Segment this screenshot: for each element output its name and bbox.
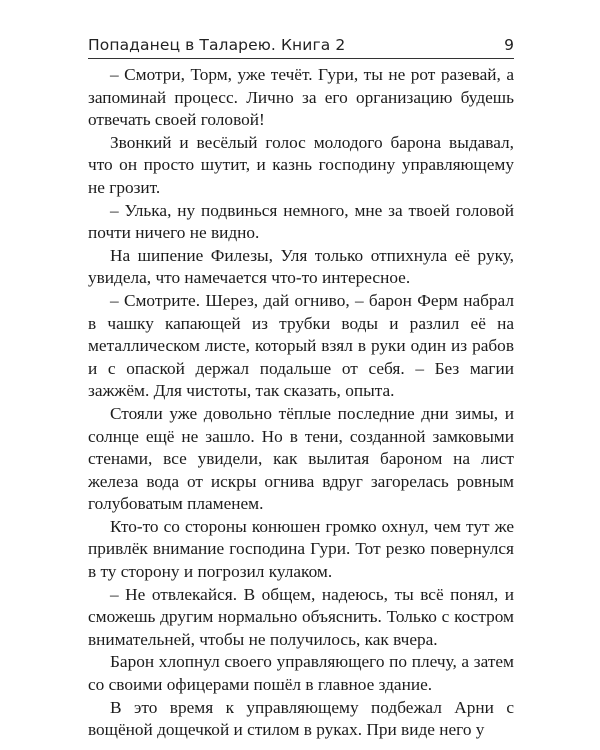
header-rule — [88, 58, 514, 59]
page-number: 9 — [504, 36, 514, 54]
paragraph: Стояли уже довольно тёплые последние дни зимы, и солнце ещё не зашло. Но в тени, созданной замковыми стенами, все увидели, как вылитая бароном на лист железа вода от искры огнива вдруг загорелась ровным голубоватым пламенем. — [88, 403, 514, 514]
paragraph: – Смотрите. Шерез, дай огниво, – барон Ферм набрал в чашку капающей из трубки воды и разлил её на металлическом листе, который взял в руки один из рабов и с опаской держал подальше от себя. – Без магии зажжём. Для чистоты, так сказать, опыта. — [88, 290, 514, 401]
body-text — [88, 64, 514, 742]
paragraph: Кто-то со стороны конюшен громко охнул, чем тут же привлёк внимание господина Гури. Тот резко повернулся в ту сторону и погрозил кулаком. — [88, 516, 514, 582]
paragraph: Барон хлопнул своего управляющего по плечу, а затем со своими офицерами пошёл в главное здание. — [88, 652, 514, 695]
paragraph: На шипение Филезы, Уля только отпихнула её руку, увидела, что намечается что-то интересное. — [88, 245, 514, 288]
paragraph: – Смотри, Торм, уже течёт. Гури, ты не рот разевай, а запоминай процесс. Лично за его организацию будешь отвечать своей головой! — [88, 65, 514, 130]
paragraph: Звонкий и весёлый голос молодого барона выдавал, что он просто шутит, и казнь господину управляющему не грозит. — [88, 132, 514, 197]
paragraph: – Улька, ну подвинься немного, мне за твоей головой почти ничего не видно. — [88, 200, 514, 243]
book-title: Попаданец в Таларею. Книга 2 — [88, 36, 346, 54]
paragraph: В это время к управляющему подбежал Арни с вощёной дощечкой и стилом в руках. При виде него у — [88, 697, 514, 740]
running-header — [88, 34, 514, 56]
paragraph: – Не отвлекайся. В общем, надеюсь, ты всё понял, и сможешь другим нормально объяснить. Только с костром внимательней, чтобы не получилось, как вчера. — [88, 584, 514, 649]
